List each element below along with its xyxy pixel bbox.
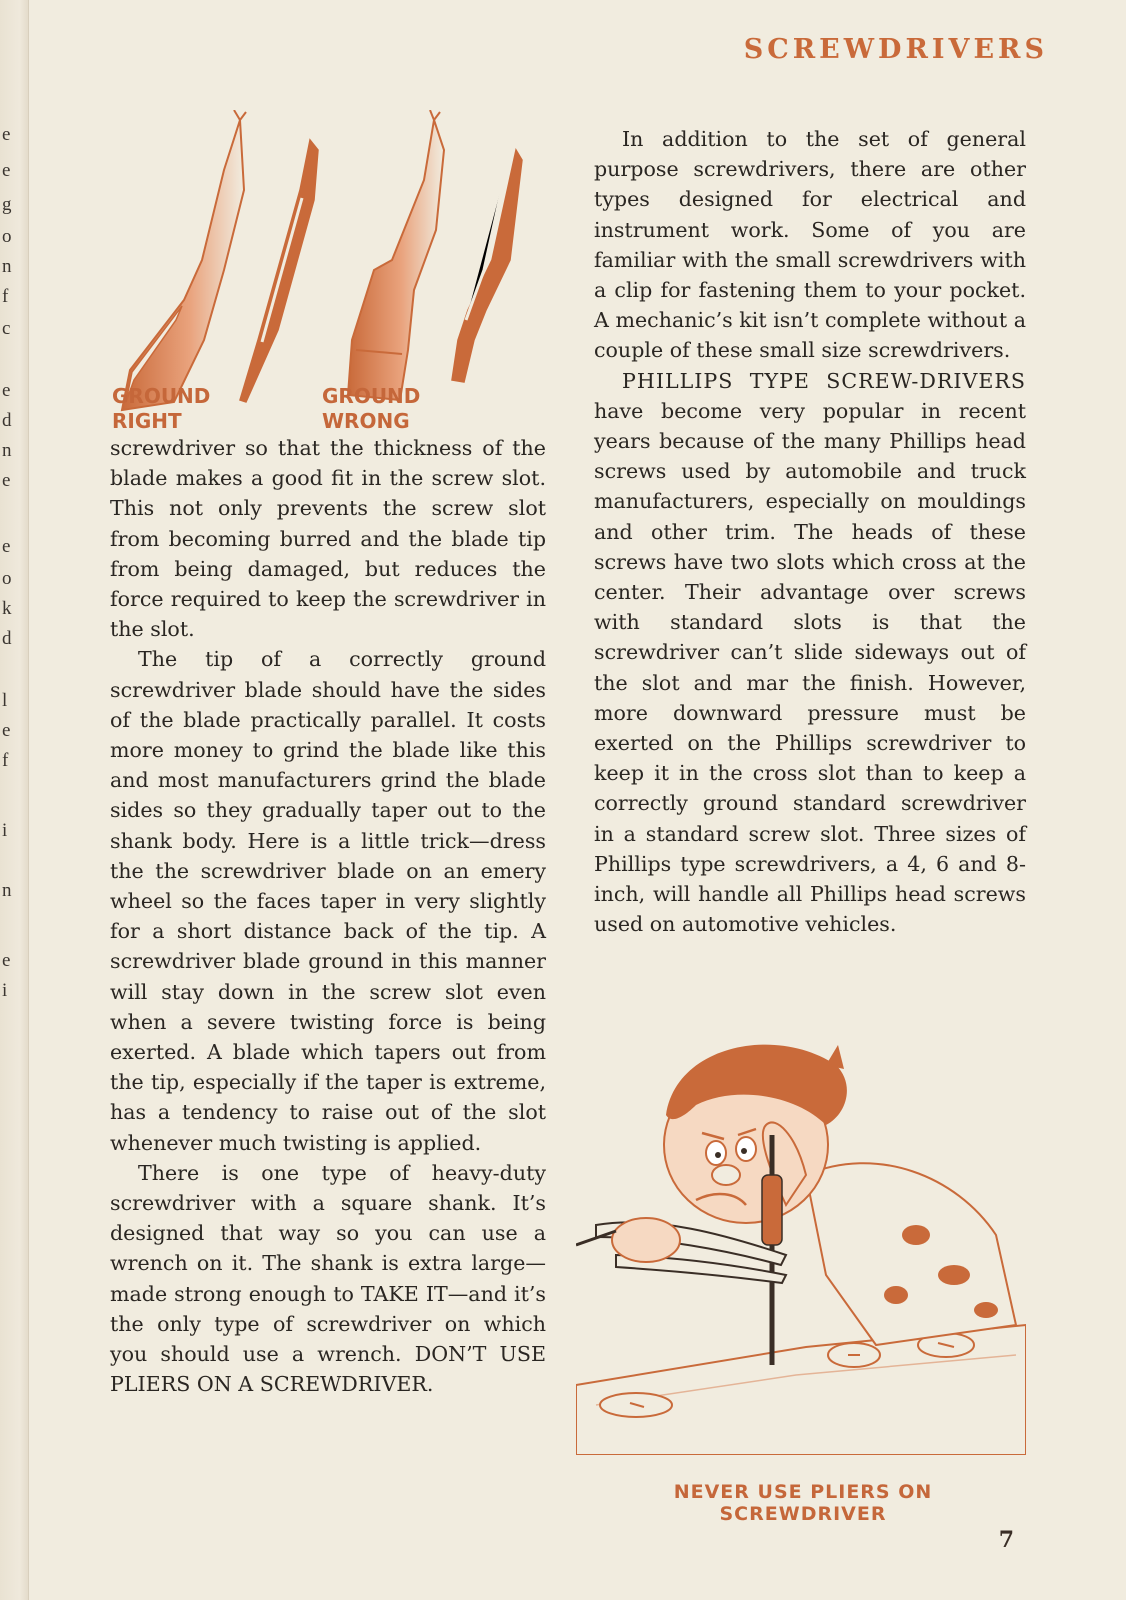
left-text-column (110, 433, 546, 1400)
margin-letter: k (2, 598, 12, 619)
paragraph: screwdriver so that the thickness of the blade makes a good fit in the screw slot. This not only prevents the screw slot from becoming burred and the blade tip from being damaged, but reduces the force required to keep the screwdriver in the slot. (110, 436, 546, 642)
screwdriver-handle (762, 1175, 782, 1245)
margin-letter: c (2, 318, 11, 339)
margin-letter: e (2, 380, 11, 401)
margin-letter: e (2, 950, 11, 971)
caption-line: WRONG (322, 409, 410, 433)
margin-letter: n (2, 440, 12, 461)
margin-letter: i (2, 820, 8, 841)
paragraph: There is one type of heavy-duty screwdriver with a square shank. It’s designed that way so you can use a wrench on it. The shank is extra large—made strong enough to TAKE IT—and it’s the only type of screwdriver on which you should use a wrench. DON’T USE PLIERS ON A SCREWDRIVER. (110, 1160, 546, 1397)
mechanic-cartoon-illustration (576, 1025, 1026, 1455)
running-head: SCREWDRIVERS (743, 34, 1048, 65)
margin-letter: e (2, 470, 11, 491)
margin-letter: i (2, 980, 8, 1001)
cartoon-caption: NEVER USE PLIERS ON SCREWDRIVER (673, 1481, 933, 1525)
right-text-column (594, 124, 1026, 939)
margin-letter: l (2, 690, 8, 711)
caption-line: RIGHT (112, 409, 182, 433)
margin-letter: n (2, 256, 12, 277)
blade-right-side (122, 110, 246, 410)
paragraph-body: have become very popular in recent years because of the many Phillips head screws used by automobile and truck manufacturers, especially on mouldings and other trim. The heads of these screws have two slots which cross at the center. Their advantage over screws with standard slots is that the screwdriver can’t slide sideways out of the slot and mar the finish. However, more downward pressure must be exerted on the Phillips screwdriver to keep it in the cross slot than to keep a correctly ground standard screwdriver in a standard screw slot. Three sizes of Phillips type screwdrivers, a 4, 6 and 8-inch, will handle all Phillips head screws used on automotive vehicles. (594, 398, 1026, 937)
margin-letter: e (2, 536, 11, 557)
blade-wrong-edge (452, 150, 522, 382)
margin-letter: n (2, 880, 12, 901)
margin-letter: o (2, 226, 12, 247)
margin-letter: e (2, 720, 11, 741)
margin-letter: e (2, 160, 11, 181)
section-lead-in: PHILLIPS TYPE SCREW-DRIVERS (622, 368, 1026, 393)
pliers-cartoon-figure (576, 1025, 1026, 1455)
margin-letter: d (2, 628, 12, 649)
paragraph: The tip of a correctly ground screwdriver blade should have the sides of the blade practically parallel. It costs more money to grind the blade like this and most manufacturers grind the blade sides so they gradually taper out to the shank body. Here is a little trick—dress the the screwdriver blade on an emery wheel so the faces taper in very slightly for a short distance back of the tip. A screwdriver blade ground in this manner will stay down in the screw slot even when a severe twisting force is being exerted. A blade which tapers out from the tip, especially if the taper is extreme, has a tendency to raise out of the slot whenever much twisting is applied. (110, 647, 546, 1155)
facing-page-edge (0, 0, 29, 1600)
margin-letter: e (2, 124, 11, 145)
caption-ground-wrong (322, 384, 420, 434)
margin-letter: f (2, 750, 9, 771)
hand (612, 1218, 680, 1262)
margin-letter: g (2, 194, 12, 215)
paragraph: In addition to the set of general purpose screwdrivers, there are other types designed for electrical and instrument work. Some of you are familiar with the small screwdrivers with a clip for fastening them to your pocket. A mechanic’s kit isn’t complete without a couple of these small size screwdrivers. (594, 127, 1026, 363)
blade-wrong-side (348, 110, 444, 400)
blade-right-edge (240, 140, 318, 402)
margin-letter: d (2, 410, 12, 431)
margin-letter: o (2, 568, 12, 589)
nose (712, 1165, 740, 1185)
page-number: 7 (998, 1527, 1014, 1553)
caption-line: GROUND (112, 384, 211, 408)
paragraph (594, 366, 1026, 940)
caption-line: GROUND (322, 384, 421, 408)
caption-ground-right (112, 384, 210, 434)
margin-letter: f (2, 286, 9, 307)
